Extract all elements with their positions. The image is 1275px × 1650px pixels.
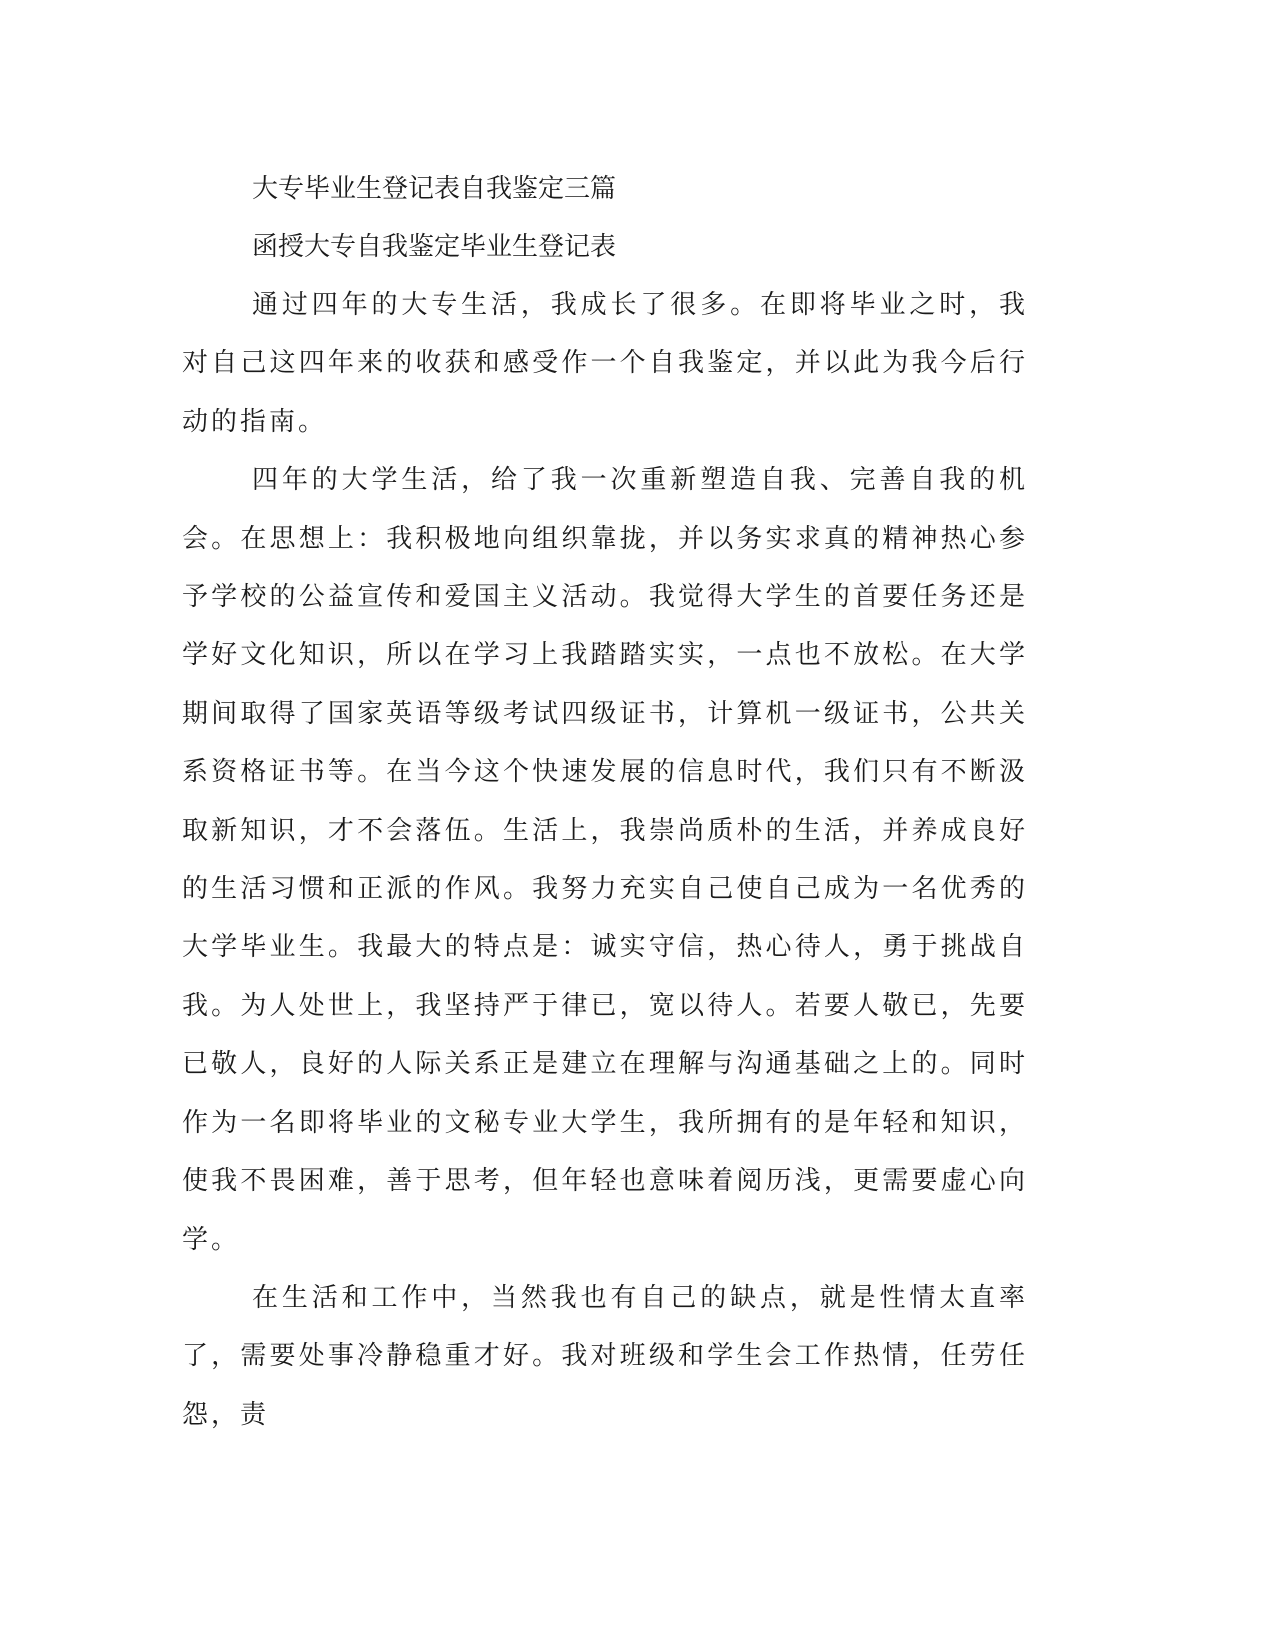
document-body <box>182 160 1028 1444</box>
paragraph-intro: 通过四年的大专生活，我成长了很多。在即将毕业之时，我对自己这四年来的收获和感受作一个自我鉴定，并以此为我今后行动的指南。 <box>182 290 1028 437</box>
paragraph-college-life: 四年的大学生活，给了我一次重新塑造自我、完善自我的机会。在思想上：我积极地向组织靠拢，并以务实求真的精神热心参予学校的公益宣传和爱国主义活动。我觉得大学生的首要任务还是学好文化知识，所以在学习上我踏踏实实，一点也不放松。在大学期间取得了国家英语等级考试四级证书，计算机一级证书，公共关系资格证书等。在当今这个快速发展的信息时代，我们只有不断汲取新知识，才不会落伍。生活上，我崇尚质朴的生活，并养成良好的生活习惯和正派的作风。我努力充实自己使自己成为一名优秀的大学毕业生。我最大的特点是：诚实守信，热心待人，勇于挑战自我。为人处世上，我坚持严于律已，宽以待人。若要人敬已，先要已敬人，良好的人际关系正是建立在理解与沟通基础之上的。同时作为一名即将毕业的文秘专业大学生，我所拥有的是年轻和知识，使我不畏困难，善于思考，但年轻也意味着阅历浅，更需要虚心向学。 <box>182 465 1028 1255</box>
document-title: 大专毕业生登记表自我鉴定三篇 <box>252 174 617 204</box>
paragraph-shortcomings: 在生活和工作中，当然我也有自己的缺点，就是性情太直率了，需要处事冷静稳重才好。我对班级和学生会工作热情，任劳任怨，责 <box>182 1282 1028 1430</box>
document-subtitle: 函授大专自我鉴定毕业生登记表 <box>252 232 617 262</box>
